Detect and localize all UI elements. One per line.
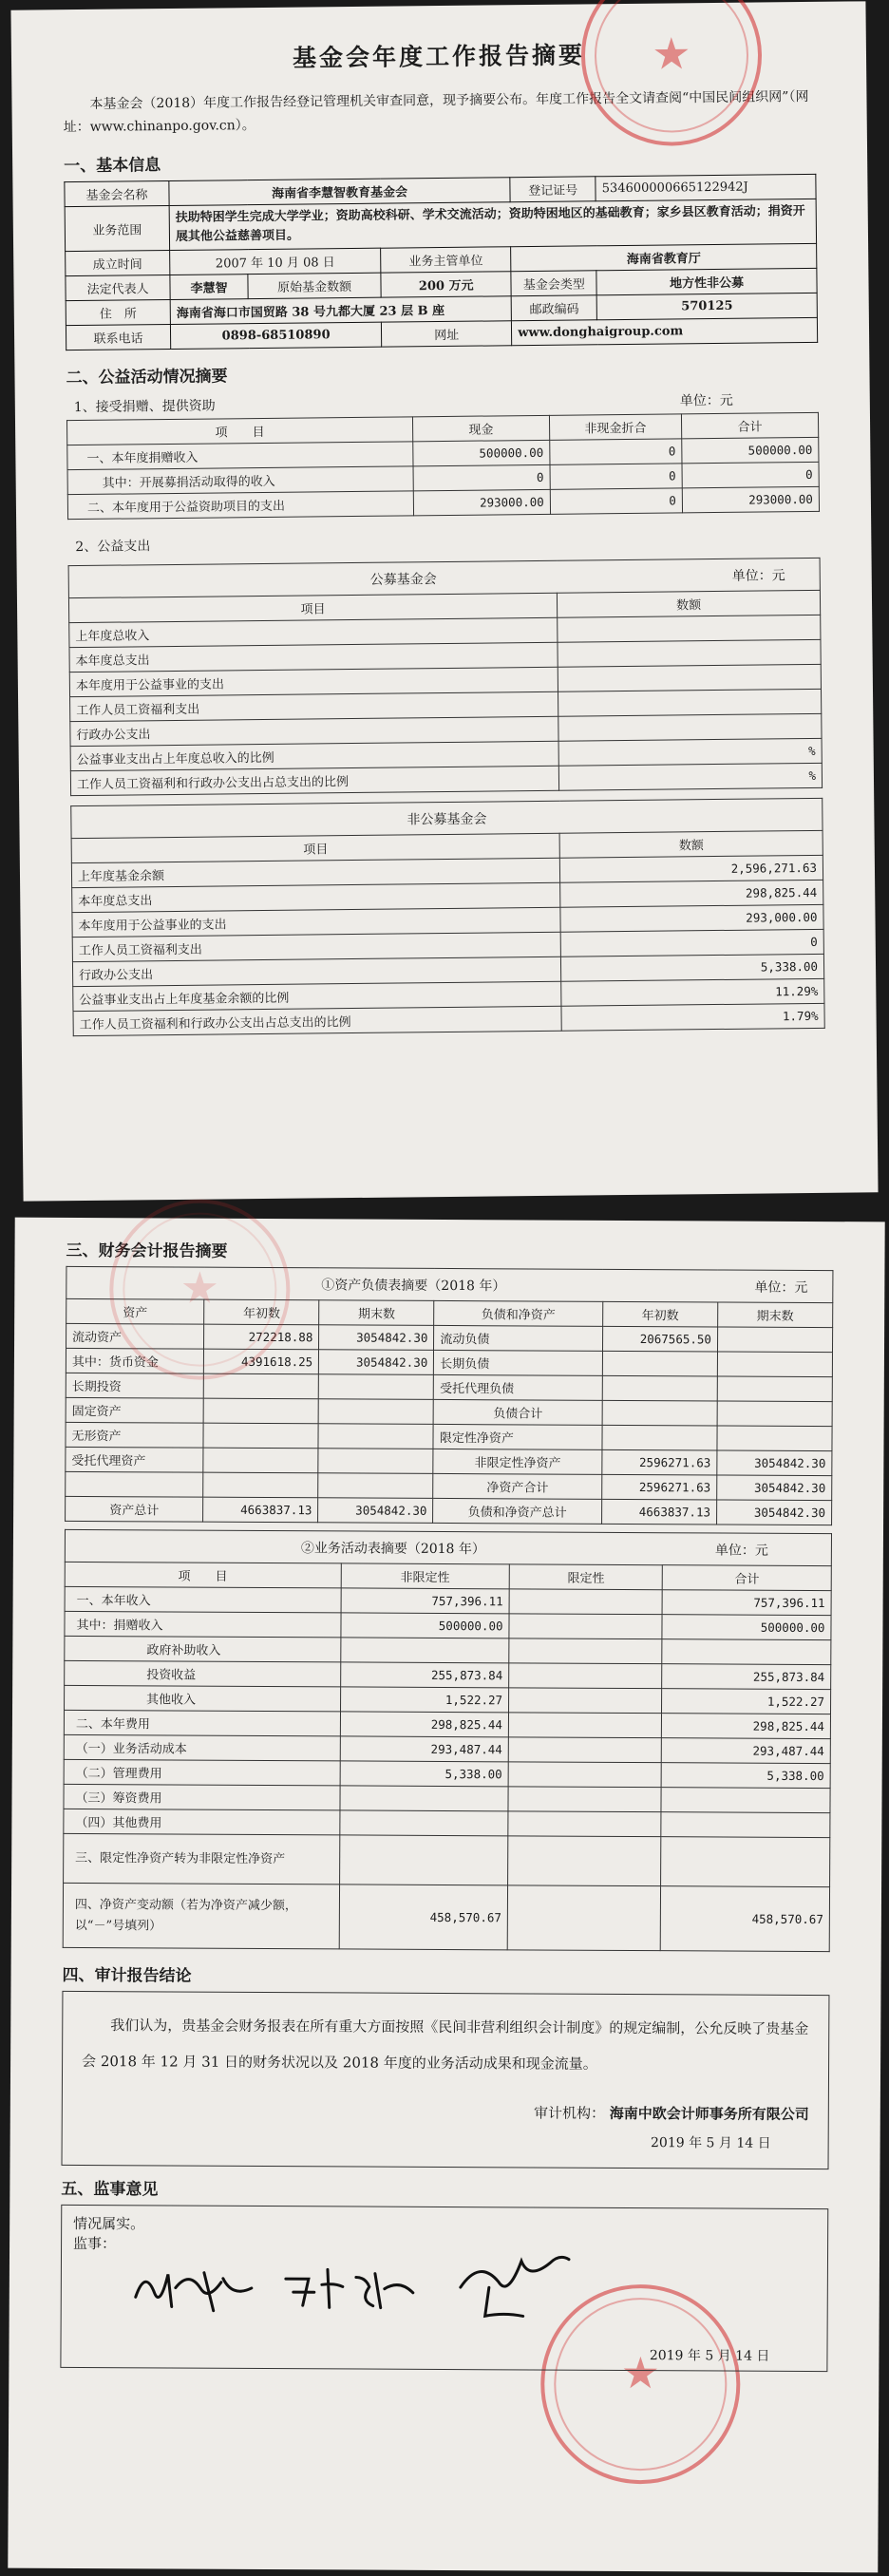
donation-row-label: 二、本年度用于公益资助项目的支出 bbox=[67, 491, 413, 520]
donation-row-total: 0 bbox=[682, 462, 819, 488]
web-label: 网址 bbox=[382, 321, 512, 347]
found-value: 2007 年 10 月 08 日 bbox=[170, 248, 381, 275]
ia-cell: 255,873.84 bbox=[662, 1664, 831, 1690]
bs-cell: 长期负债 bbox=[434, 1350, 603, 1375]
bs-cell: 受托代理负债 bbox=[434, 1374, 603, 1400]
bs-cell: 2067565.50 bbox=[602, 1326, 717, 1352]
ia-cell bbox=[508, 1836, 662, 1886]
ia-cell: 一、本年收入 bbox=[65, 1586, 341, 1613]
ia-cell: 255,873.84 bbox=[340, 1662, 509, 1688]
bs-cell bbox=[717, 1376, 832, 1402]
bs-cell: 3054842.30 bbox=[318, 1498, 433, 1524]
public-fund-caption-text: 公募基金会 bbox=[369, 571, 437, 588]
income-activity-caption bbox=[65, 1529, 831, 1565]
private-fund-row-label: 公益事业支出占上年度基金余额的比例 bbox=[73, 981, 561, 1011]
bs-cell: 272218.88 bbox=[204, 1324, 319, 1350]
balance-sheet-table bbox=[65, 1266, 833, 1525]
bs-cell: 受托代理资产 bbox=[66, 1447, 203, 1472]
ia-cell: 5,338.00 bbox=[662, 1763, 831, 1789]
bs-cell: 固定资产 bbox=[66, 1397, 203, 1423]
bs-header: 年初数 bbox=[204, 1299, 319, 1325]
bs-cell: 资产总计 bbox=[66, 1496, 203, 1522]
public-fund-row-value: % bbox=[558, 738, 822, 766]
bs-header: 期末数 bbox=[718, 1302, 833, 1328]
balance-sheet-caption-text: ①资产负债表摘要（2018 年） bbox=[321, 1277, 506, 1294]
private-fund-row-value: 11.29% bbox=[561, 978, 824, 1006]
section-audit-title: 四、审计报告结论 bbox=[62, 1965, 192, 1986]
ia-cell bbox=[508, 1762, 662, 1788]
bs-cell: 其中：货币资金 bbox=[66, 1348, 203, 1373]
section-public-activity-title: 二、公益活动情况摘要 bbox=[66, 367, 228, 388]
income-activity-unit: 单位：元 bbox=[714, 1542, 768, 1559]
ia-cell bbox=[661, 1788, 830, 1813]
ia-cell: 458,570.67 bbox=[661, 1886, 830, 1952]
document-title: 基金会年度工作报告摘要 bbox=[292, 41, 586, 72]
subsection-donation bbox=[74, 389, 819, 416]
found-label: 成立时间 bbox=[66, 251, 170, 276]
private-fund-row-label: 工作人员工资福利支出 bbox=[72, 932, 560, 961]
bs-cell: 非限定性净资产 bbox=[433, 1449, 602, 1474]
private-fund-header-item: 项目 bbox=[71, 833, 559, 862]
ia-cell: 5,338.00 bbox=[340, 1761, 509, 1787]
ia-cell bbox=[509, 1688, 663, 1714]
addr-value: 海南省海口市国贸路 38 号九都大厦 23 层 B 座 bbox=[170, 296, 512, 325]
public-fund-row-value bbox=[558, 615, 821, 642]
ia-header: 合计 bbox=[663, 1565, 832, 1591]
scope-value: 扶助特困学生完成大学学业；资助高校科研、学术交流活动；资助特困地区的基础教育；家乡县区教育活动；捐资开展其他公益慈善项目。 bbox=[169, 199, 816, 250]
audit-conclusion-box bbox=[62, 1991, 830, 2169]
donation-row-total: 293000.00 bbox=[682, 486, 819, 513]
ia-cell: 757,396.11 bbox=[341, 1588, 510, 1614]
ia-cell: 293,487.44 bbox=[340, 1736, 509, 1762]
bs-header: 资产 bbox=[66, 1298, 204, 1324]
bs-cell bbox=[318, 1473, 433, 1499]
bs-cell: 4663837.13 bbox=[203, 1497, 318, 1523]
public-fund-row-label: 工作人员工资福利和行政办公支出占总支出的比例 bbox=[70, 766, 558, 795]
ia-cell bbox=[340, 1638, 509, 1663]
private-fund-row-value: 0 bbox=[560, 929, 823, 957]
unit-label: 单位：元 bbox=[679, 392, 733, 409]
signature-3 bbox=[451, 2249, 584, 2336]
post-value: 570125 bbox=[596, 293, 817, 319]
private-fund-row-label: 工作人员工资福利和行政办公支出占总支出的比例 bbox=[73, 1006, 561, 1035]
ia-cell: 三、限定性净资产转为非限定性净资产 bbox=[64, 1833, 340, 1885]
tel-label: 联系电话 bbox=[66, 325, 170, 350]
bs-cell bbox=[318, 1424, 433, 1449]
orig-fund-value: 200 万元 bbox=[381, 272, 511, 297]
ia-cell bbox=[339, 1835, 508, 1885]
ia-cell: 500000.00 bbox=[340, 1613, 509, 1638]
public-fund-row-label: 上年度总收入 bbox=[69, 617, 558, 647]
section-basic-info-title: 一、基本信息 bbox=[64, 156, 161, 177]
audit-org-name: 海南中欧会计师事务所有限公司 bbox=[609, 2104, 809, 2124]
donation-row-noncash: 0 bbox=[550, 464, 682, 489]
public-fund-row-value bbox=[558, 713, 822, 741]
reg-label: 登记证号 bbox=[510, 177, 596, 202]
donation-header-cash: 现金 bbox=[412, 415, 549, 442]
report-page-1 bbox=[10, 1, 878, 1201]
private-fund-row-label: 上年度基金余额 bbox=[71, 858, 559, 887]
audit-org-label: 审计机构： bbox=[533, 2104, 606, 2122]
bs-cell bbox=[602, 1375, 717, 1401]
public-fund-row-label: 本年度用于公益事业的支出 bbox=[69, 667, 558, 696]
donation-row-cash: 293000.00 bbox=[413, 489, 550, 516]
table-row bbox=[66, 1496, 832, 1525]
tel-value: 0898-68510890 bbox=[170, 322, 381, 349]
ia-cell: 其中：捐赠收入 bbox=[65, 1611, 341, 1638]
bs-cell: 3054842.30 bbox=[319, 1350, 434, 1375]
public-fund-header-data: 数额 bbox=[558, 590, 821, 617]
ia-header: 项 目 bbox=[65, 1562, 341, 1588]
ia-cell: （三）筹资费用 bbox=[64, 1784, 340, 1810]
ia-cell bbox=[507, 1885, 661, 1951]
intro-paragraph: 本基金会（2018）年度工作报告经登记管理机关审查同意，现予摘要公布。年度工作报告全文请查阅“中国民间组织网”（网址：www.chinanpo.gov.cn）。 bbox=[63, 88, 809, 136]
ia-cell bbox=[509, 1663, 663, 1689]
section-finance-title: 三、财务会计报告摘要 bbox=[66, 1241, 228, 1261]
bs-cell bbox=[717, 1401, 832, 1427]
bs-cell bbox=[203, 1373, 318, 1399]
table-row bbox=[63, 1883, 829, 1951]
addr-label: 住 所 bbox=[66, 300, 170, 326]
bs-cell: 长期投资 bbox=[66, 1373, 203, 1398]
bs-cell bbox=[66, 1471, 203, 1497]
income-activity-table bbox=[63, 1529, 832, 1952]
ia-cell: 二、本年费用 bbox=[64, 1710, 340, 1736]
private-fund-row-label: 本年度总支出 bbox=[72, 882, 560, 912]
donation-row-cash: 500000.00 bbox=[413, 440, 550, 466]
public-fund-row-label: 本年度总支出 bbox=[69, 642, 558, 672]
audit-date: 2019 年 5 月 14 日 bbox=[650, 2135, 771, 2151]
donation-header-noncash: 非现金折合 bbox=[549, 414, 681, 440]
supervisor-opinion-box bbox=[60, 2205, 828, 2372]
bs-cell: 4391618.25 bbox=[204, 1349, 319, 1374]
donation-header-total: 合计 bbox=[681, 412, 818, 439]
donation-row-label: 其中：开展募捐活动取得的收入 bbox=[67, 466, 413, 495]
subsection-public-expense-title: 2、公益支出 bbox=[75, 539, 151, 556]
private-fund-table bbox=[70, 798, 825, 1036]
public-fund-table bbox=[68, 558, 823, 796]
bs-cell: 2596271.63 bbox=[602, 1474, 717, 1500]
ia-cell: 投资收益 bbox=[65, 1660, 341, 1687]
bs-cell bbox=[717, 1426, 832, 1451]
bs-cell: 3054842.30 bbox=[717, 1475, 832, 1501]
web-value: www.donghaigroup.com bbox=[512, 317, 818, 345]
donation-table bbox=[66, 412, 820, 520]
bs-cell bbox=[602, 1351, 717, 1376]
type-value: 地方性非公募 bbox=[596, 268, 817, 294]
bs-cell: 净资产合计 bbox=[433, 1473, 602, 1499]
ia-cell: 四、净资产变动额（若为净资产减少额，以“－”号填列） bbox=[63, 1883, 339, 1949]
private-fund-row-label: 本年度用于公益事业的支出 bbox=[72, 907, 560, 937]
type-label: 基金会类型 bbox=[511, 271, 596, 296]
bs-cell bbox=[602, 1425, 717, 1450]
public-fund-row-value: % bbox=[558, 763, 822, 790]
bs-cell: 3054842.30 bbox=[717, 1450, 832, 1476]
name-value: 海南省李慧智教育基金会 bbox=[169, 178, 511, 206]
rep-value: 李慧智 bbox=[170, 275, 248, 300]
ia-cell bbox=[339, 1786, 508, 1811]
ia-cell: 1,522.27 bbox=[662, 1689, 831, 1714]
bs-cell: 2596271.63 bbox=[602, 1449, 717, 1475]
bs-cell: 无形资产 bbox=[66, 1422, 203, 1448]
signature-1 bbox=[128, 2259, 261, 2317]
private-fund-row-label: 行政办公支出 bbox=[72, 957, 560, 986]
bs-header: 年初数 bbox=[603, 1301, 718, 1327]
bs-cell: 负债和净资产总计 bbox=[433, 1498, 602, 1524]
subsection-public-expense bbox=[75, 529, 820, 556]
ia-cell: （一）业务活动成本 bbox=[64, 1734, 340, 1761]
ia-cell bbox=[662, 1639, 831, 1665]
basic-info-table bbox=[64, 174, 818, 350]
bs-cell: 负债合计 bbox=[433, 1399, 602, 1425]
public-fund-row-label: 行政办公支出 bbox=[70, 716, 558, 746]
ia-cell bbox=[508, 1811, 662, 1837]
ia-header: 限定性 bbox=[509, 1564, 663, 1590]
supervisor-label: 业务主管单位 bbox=[381, 247, 511, 273]
ia-cell: 293,487.44 bbox=[662, 1738, 831, 1764]
ia-cell: 500000.00 bbox=[662, 1615, 831, 1640]
ia-cell bbox=[508, 1787, 662, 1812]
ia-cell: 458,570.67 bbox=[339, 1885, 508, 1950]
donation-row-noncash: 0 bbox=[550, 439, 682, 464]
bs-cell: 3054842.30 bbox=[716, 1500, 831, 1525]
reg-value: 534600000665122942J bbox=[596, 174, 816, 200]
public-fund-row-label: 工作人员工资福利支出 bbox=[70, 691, 558, 721]
supervisor-value: 海南省教育厅 bbox=[511, 243, 817, 271]
orig-fund-label: 原始基金数额 bbox=[248, 273, 381, 298]
bs-cell bbox=[717, 1327, 832, 1353]
private-fund-row-value: 293,000.00 bbox=[560, 904, 823, 932]
post-label: 邮政编码 bbox=[511, 295, 596, 321]
ia-cell bbox=[509, 1614, 663, 1639]
section-supervisor-title: 五、监事意见 bbox=[61, 2179, 159, 2200]
subsection-donation-title: 1、接受捐赠、提供资助 bbox=[73, 398, 216, 416]
ia-cell bbox=[339, 1810, 508, 1836]
audit-conclusion-text: 我们认为，贵基金会财务报表在所有重大方面按照《民间非营利组织会计制度》的规定编制，公允反映了贵基金会 2018 年 12 月 31 日的财务状况以及 2018 年度的业务活动成果和现金流量。 bbox=[82, 2017, 809, 2073]
bs-cell bbox=[203, 1423, 318, 1449]
table-row bbox=[64, 1833, 830, 1886]
balance-sheet-unit: 单位：元 bbox=[754, 1279, 808, 1296]
ia-cell: （二）管理费用 bbox=[64, 1759, 340, 1786]
supervisor-date: 2019 年 5 月 14 日 bbox=[649, 2348, 770, 2364]
bs-cell bbox=[717, 1352, 832, 1377]
report-page-2 bbox=[8, 1218, 884, 2573]
ia-cell bbox=[509, 1589, 663, 1615]
signature-2 bbox=[280, 2260, 423, 2318]
audit-organization bbox=[82, 2093, 809, 2132]
donation-header-item: 项 目 bbox=[66, 417, 412, 445]
ia-cell bbox=[661, 1837, 830, 1887]
bs-cell: 限定性净资产 bbox=[433, 1424, 602, 1449]
ia-cell: （四）其他费用 bbox=[64, 1809, 340, 1835]
bs-cell bbox=[203, 1472, 318, 1498]
income-activity-caption-text: ②业务活动表摘要（2018 年） bbox=[300, 1540, 485, 1557]
bs-cell bbox=[318, 1449, 433, 1474]
bs-cell bbox=[319, 1374, 434, 1400]
public-fund-header-item: 项目 bbox=[68, 593, 557, 622]
bs-cell: 3054842.30 bbox=[319, 1325, 434, 1351]
public-fund-unit: 单位：元 bbox=[731, 567, 785, 584]
private-fund-row-value: 2,596,271.63 bbox=[559, 855, 823, 882]
bs-cell bbox=[203, 1398, 318, 1424]
private-fund-header-data: 数额 bbox=[559, 830, 823, 858]
donation-row-noncash: 0 bbox=[550, 488, 682, 514]
private-fund-row-value: 298,825.44 bbox=[560, 880, 823, 907]
bs-cell: 4663837.13 bbox=[601, 1499, 716, 1525]
bs-cell bbox=[602, 1400, 717, 1426]
scope-label: 业务范围 bbox=[65, 206, 169, 252]
donation-row-total: 500000.00 bbox=[682, 437, 819, 464]
private-fund-row-value: 5,338.00 bbox=[561, 954, 824, 981]
ia-cell: 298,825.44 bbox=[340, 1712, 509, 1737]
ia-cell bbox=[509, 1638, 663, 1664]
balance-sheet-caption bbox=[66, 1266, 833, 1302]
bs-header: 负债和净资产 bbox=[434, 1300, 603, 1326]
supervisor-label: 监事： bbox=[73, 2234, 117, 2253]
supervisor-opinion-text: 情况属实。 bbox=[73, 2214, 145, 2233]
ia-cell: 其他收入 bbox=[65, 1685, 341, 1712]
ia-cell bbox=[508, 1737, 662, 1763]
public-fund-row-label: 公益事业支出占上年度总收入的比例 bbox=[70, 741, 558, 770]
bs-cell: 流动负债 bbox=[434, 1325, 603, 1351]
private-fund-caption: 非公募基金会 bbox=[71, 798, 823, 838]
bs-cell: 流动资产 bbox=[66, 1323, 204, 1349]
rep-label: 法定代表人 bbox=[66, 275, 170, 301]
public-fund-row-value bbox=[558, 689, 822, 716]
public-fund-row-value bbox=[558, 639, 821, 667]
ia-cell: 政府补助收入 bbox=[65, 1636, 341, 1662]
bs-cell bbox=[203, 1448, 318, 1473]
ia-cell: 757,396.11 bbox=[662, 1590, 831, 1616]
public-fund-row-value bbox=[558, 664, 821, 691]
ia-cell bbox=[661, 1812, 830, 1838]
ia-cell: 298,825.44 bbox=[662, 1714, 831, 1739]
ia-cell: 1,522.27 bbox=[340, 1687, 509, 1713]
donation-row-label: 一、本年度捐赠收入 bbox=[67, 442, 413, 470]
ia-cell bbox=[508, 1713, 662, 1738]
bs-cell bbox=[318, 1399, 433, 1425]
name-label: 基金会名称 bbox=[65, 181, 169, 207]
ia-header: 非限定性 bbox=[341, 1563, 510, 1589]
donation-row-cash: 0 bbox=[413, 464, 550, 491]
private-fund-row-value: 1.79% bbox=[561, 1003, 824, 1031]
bs-header: 期末数 bbox=[319, 1300, 434, 1326]
